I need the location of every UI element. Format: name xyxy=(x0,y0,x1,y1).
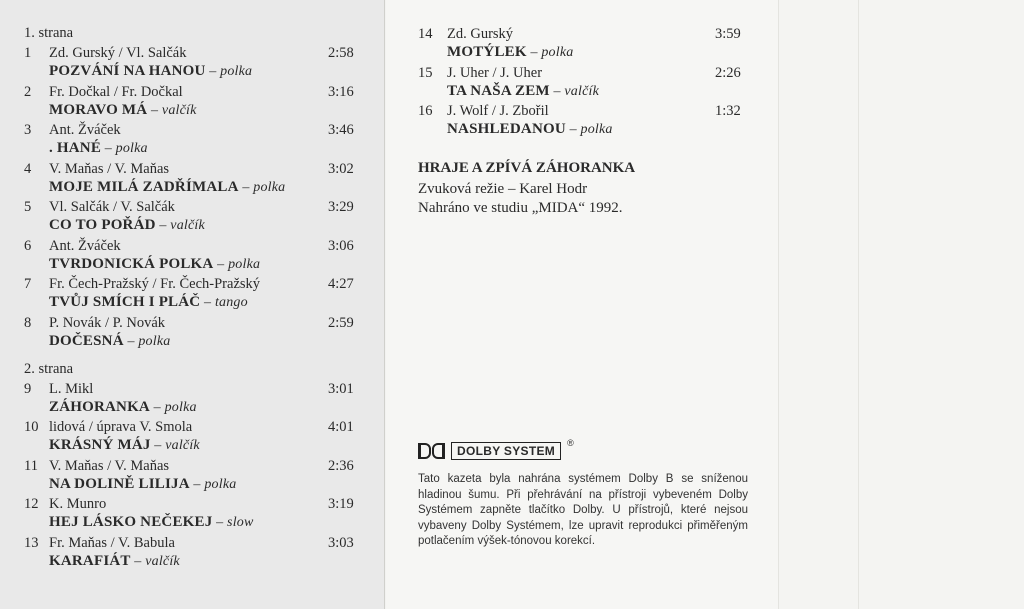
registered-mark: ® xyxy=(567,438,574,448)
track-title-text: MOJE MILÁ ZADŘÍMALA xyxy=(49,179,239,195)
track-title xyxy=(49,514,254,531)
track-title xyxy=(49,179,285,196)
track-title xyxy=(49,217,205,234)
fold-line xyxy=(778,0,779,609)
track-title xyxy=(49,437,200,454)
dolby-logo xyxy=(418,438,574,460)
track-duration: 2:58 xyxy=(328,45,354,61)
side-1-label: 1. strana xyxy=(24,25,74,41)
track-genre: slow xyxy=(227,515,254,530)
track-title xyxy=(49,399,197,416)
genre-separator: – xyxy=(212,515,228,530)
track-credit: Ant. Žváček xyxy=(49,238,121,254)
track-genre: tango xyxy=(214,295,248,310)
genre-separator: – xyxy=(189,477,205,492)
track-title xyxy=(49,63,252,80)
dolby-system-label: DOLBY SYSTEM xyxy=(451,442,561,460)
track-number: 13 xyxy=(24,535,39,551)
track-credit: Vl. Salčák / V. Salčák xyxy=(49,199,175,215)
track-duration: 2:59 xyxy=(328,315,354,331)
track-credit: Zd. Gurský xyxy=(447,26,514,42)
track-number: 1 xyxy=(24,45,32,61)
track-duration: 3:06 xyxy=(328,238,354,254)
dolby-double-d-icon xyxy=(418,443,445,459)
track-credit: Ant. Žváček xyxy=(49,122,121,138)
track-title-text: NASHLEDANOU xyxy=(447,121,566,137)
track-number: 8 xyxy=(24,315,32,331)
track-number: 7 xyxy=(24,276,32,292)
track-number: 5 xyxy=(24,199,32,215)
performer-heading: HRAJE A ZPÍVÁ ZÁHORANKA xyxy=(418,160,636,176)
track-title-text: TVRDONICKÁ POLKA xyxy=(49,256,214,272)
track-duration: 3:59 xyxy=(715,26,741,42)
track-title-text: NA DOLINĚ LILIJA xyxy=(49,476,190,492)
track-title-text: . HANÉ xyxy=(49,140,102,156)
track-title-text: TVŮJ SMÍCH I PLÁČ xyxy=(49,294,201,310)
genre-separator: – xyxy=(101,141,116,156)
genre-separator: – xyxy=(205,64,221,79)
track-number: 9 xyxy=(24,381,32,397)
track-duration: 3:01 xyxy=(328,381,354,397)
track-credit: V. Maňas / V. Maňas xyxy=(49,458,170,474)
track-title xyxy=(447,44,573,61)
fold-line xyxy=(858,0,859,609)
track-title-text: MORAVO MÁ xyxy=(49,102,148,118)
track-title xyxy=(49,140,148,157)
dolby-notice: Tato kazeta byla nahrána systémem Dolby B se sníženou hladinou šumu. Při přehrávání na přístroji vybeveném Dolby Systémem zapněte tlačítko Dolby. U přístrojů, které nejsou vybaveny Dolby Systémem, lze upravit reprodukci přiměřeným potlačením výšek-tónovou korekcí. xyxy=(418,473,748,547)
track-genre: valčík xyxy=(161,103,197,118)
track-title-text: POZVÁNÍ NA HANOU xyxy=(49,63,206,79)
track-credit: J. Uher / J. Uher xyxy=(447,65,543,81)
track-duration: 3:19 xyxy=(328,496,354,512)
track-duration: 4:27 xyxy=(328,276,354,292)
track-number: 2 xyxy=(24,84,32,100)
track-credit: J. Wolf / J. Zbořil xyxy=(447,103,549,119)
track-credit: Fr. Dočkal / Fr. Dočkal xyxy=(49,84,183,100)
track-duration: 4:01 xyxy=(328,419,354,435)
track-number: 4 xyxy=(24,161,32,177)
track-genre: valčík xyxy=(145,554,180,569)
track-number: 14 xyxy=(418,26,433,42)
right-panel xyxy=(778,0,1024,609)
track-title xyxy=(49,333,170,350)
track-number: 15 xyxy=(418,65,433,81)
track-genre: polka xyxy=(541,45,574,60)
track-credit: L. Mikl xyxy=(49,381,94,397)
track-title-text: DOČESNÁ xyxy=(49,333,124,349)
track-title-text: KRÁSNÝ MÁJ xyxy=(49,437,151,453)
side-2-label: 2. strana xyxy=(24,361,74,377)
track-title xyxy=(49,294,248,311)
track-duration: 3:46 xyxy=(328,122,354,138)
track-credit: lidová / úprava V. Smola xyxy=(49,419,193,435)
recording-info: Nahráno ve studiu „MIDA“ 1992. xyxy=(418,200,623,216)
track-number: 11 xyxy=(24,458,38,474)
track-credit: V. Maňas / V. Maňas xyxy=(49,161,170,177)
genre-separator: – xyxy=(565,122,581,137)
track-duration: 2:26 xyxy=(715,65,741,81)
track-credit: K. Munro xyxy=(49,496,107,512)
track-number: 3 xyxy=(24,122,32,138)
sound-director: Zvuková režie – Karel Hodr xyxy=(418,181,588,197)
track-title xyxy=(49,476,236,493)
track-title-text: HEJ LÁSKO NEČEKEJ xyxy=(49,514,213,530)
genre-separator: – xyxy=(213,257,229,272)
track-number: 10 xyxy=(24,419,39,435)
track-title-text: CO TO POŘÁD xyxy=(49,217,156,233)
track-genre: valčík xyxy=(170,218,205,233)
track-title-text: MOTÝLEK xyxy=(447,44,527,60)
genre-separator: – xyxy=(147,103,162,118)
genre-separator: – xyxy=(238,180,254,195)
track-title-text: ZÁHORANKA xyxy=(49,399,150,415)
track-title xyxy=(49,553,180,570)
track-duration: 2:36 xyxy=(328,458,354,474)
track-duration: 3:03 xyxy=(328,535,354,551)
track-title-text: TA NAŠA ZEM xyxy=(447,83,550,99)
track-duration: 3:16 xyxy=(328,84,354,100)
genre-separator: – xyxy=(150,438,166,453)
track-title xyxy=(49,102,197,119)
track-credit: P. Novák / P. Novák xyxy=(49,315,166,331)
track-title xyxy=(49,256,260,273)
track-genre: polka xyxy=(228,257,261,272)
genre-separator: – xyxy=(526,45,542,60)
track-genre: polka xyxy=(253,180,286,195)
track-genre: polka xyxy=(115,141,148,156)
track-genre: valčík xyxy=(165,438,200,453)
genre-separator: – xyxy=(149,400,165,415)
track-genre: polka xyxy=(138,334,171,349)
track-credit: Fr. Čech-Pražský / Fr. Čech-Pražský xyxy=(49,276,261,292)
track-duration: 1:32 xyxy=(715,103,741,119)
track-genre: polka xyxy=(580,122,613,137)
track-genre: polka xyxy=(220,64,253,79)
track-genre: polka xyxy=(204,477,237,492)
track-title-text: KARAFIÁT xyxy=(49,553,131,569)
genre-separator: – xyxy=(200,295,215,310)
track-genre: valčík xyxy=(564,84,600,99)
track-duration: 3:02 xyxy=(328,161,354,177)
genre-separator: – xyxy=(549,84,565,99)
track-title xyxy=(447,83,599,100)
track-number: 6 xyxy=(24,238,32,254)
track-number: 12 xyxy=(24,496,39,512)
genre-separator: – xyxy=(123,334,139,349)
track-credit: Zd. Gurský / Vl. Salčák xyxy=(49,45,187,61)
track-credit: Fr. Maňas / V. Babula xyxy=(49,535,175,551)
track-duration: 3:29 xyxy=(328,199,354,215)
genre-separator: – xyxy=(130,554,146,569)
track-title xyxy=(447,121,613,138)
track-number: 16 xyxy=(418,103,433,119)
track-genre: polka xyxy=(164,400,197,415)
fold-line xyxy=(384,0,385,609)
genre-separator: – xyxy=(155,218,171,233)
